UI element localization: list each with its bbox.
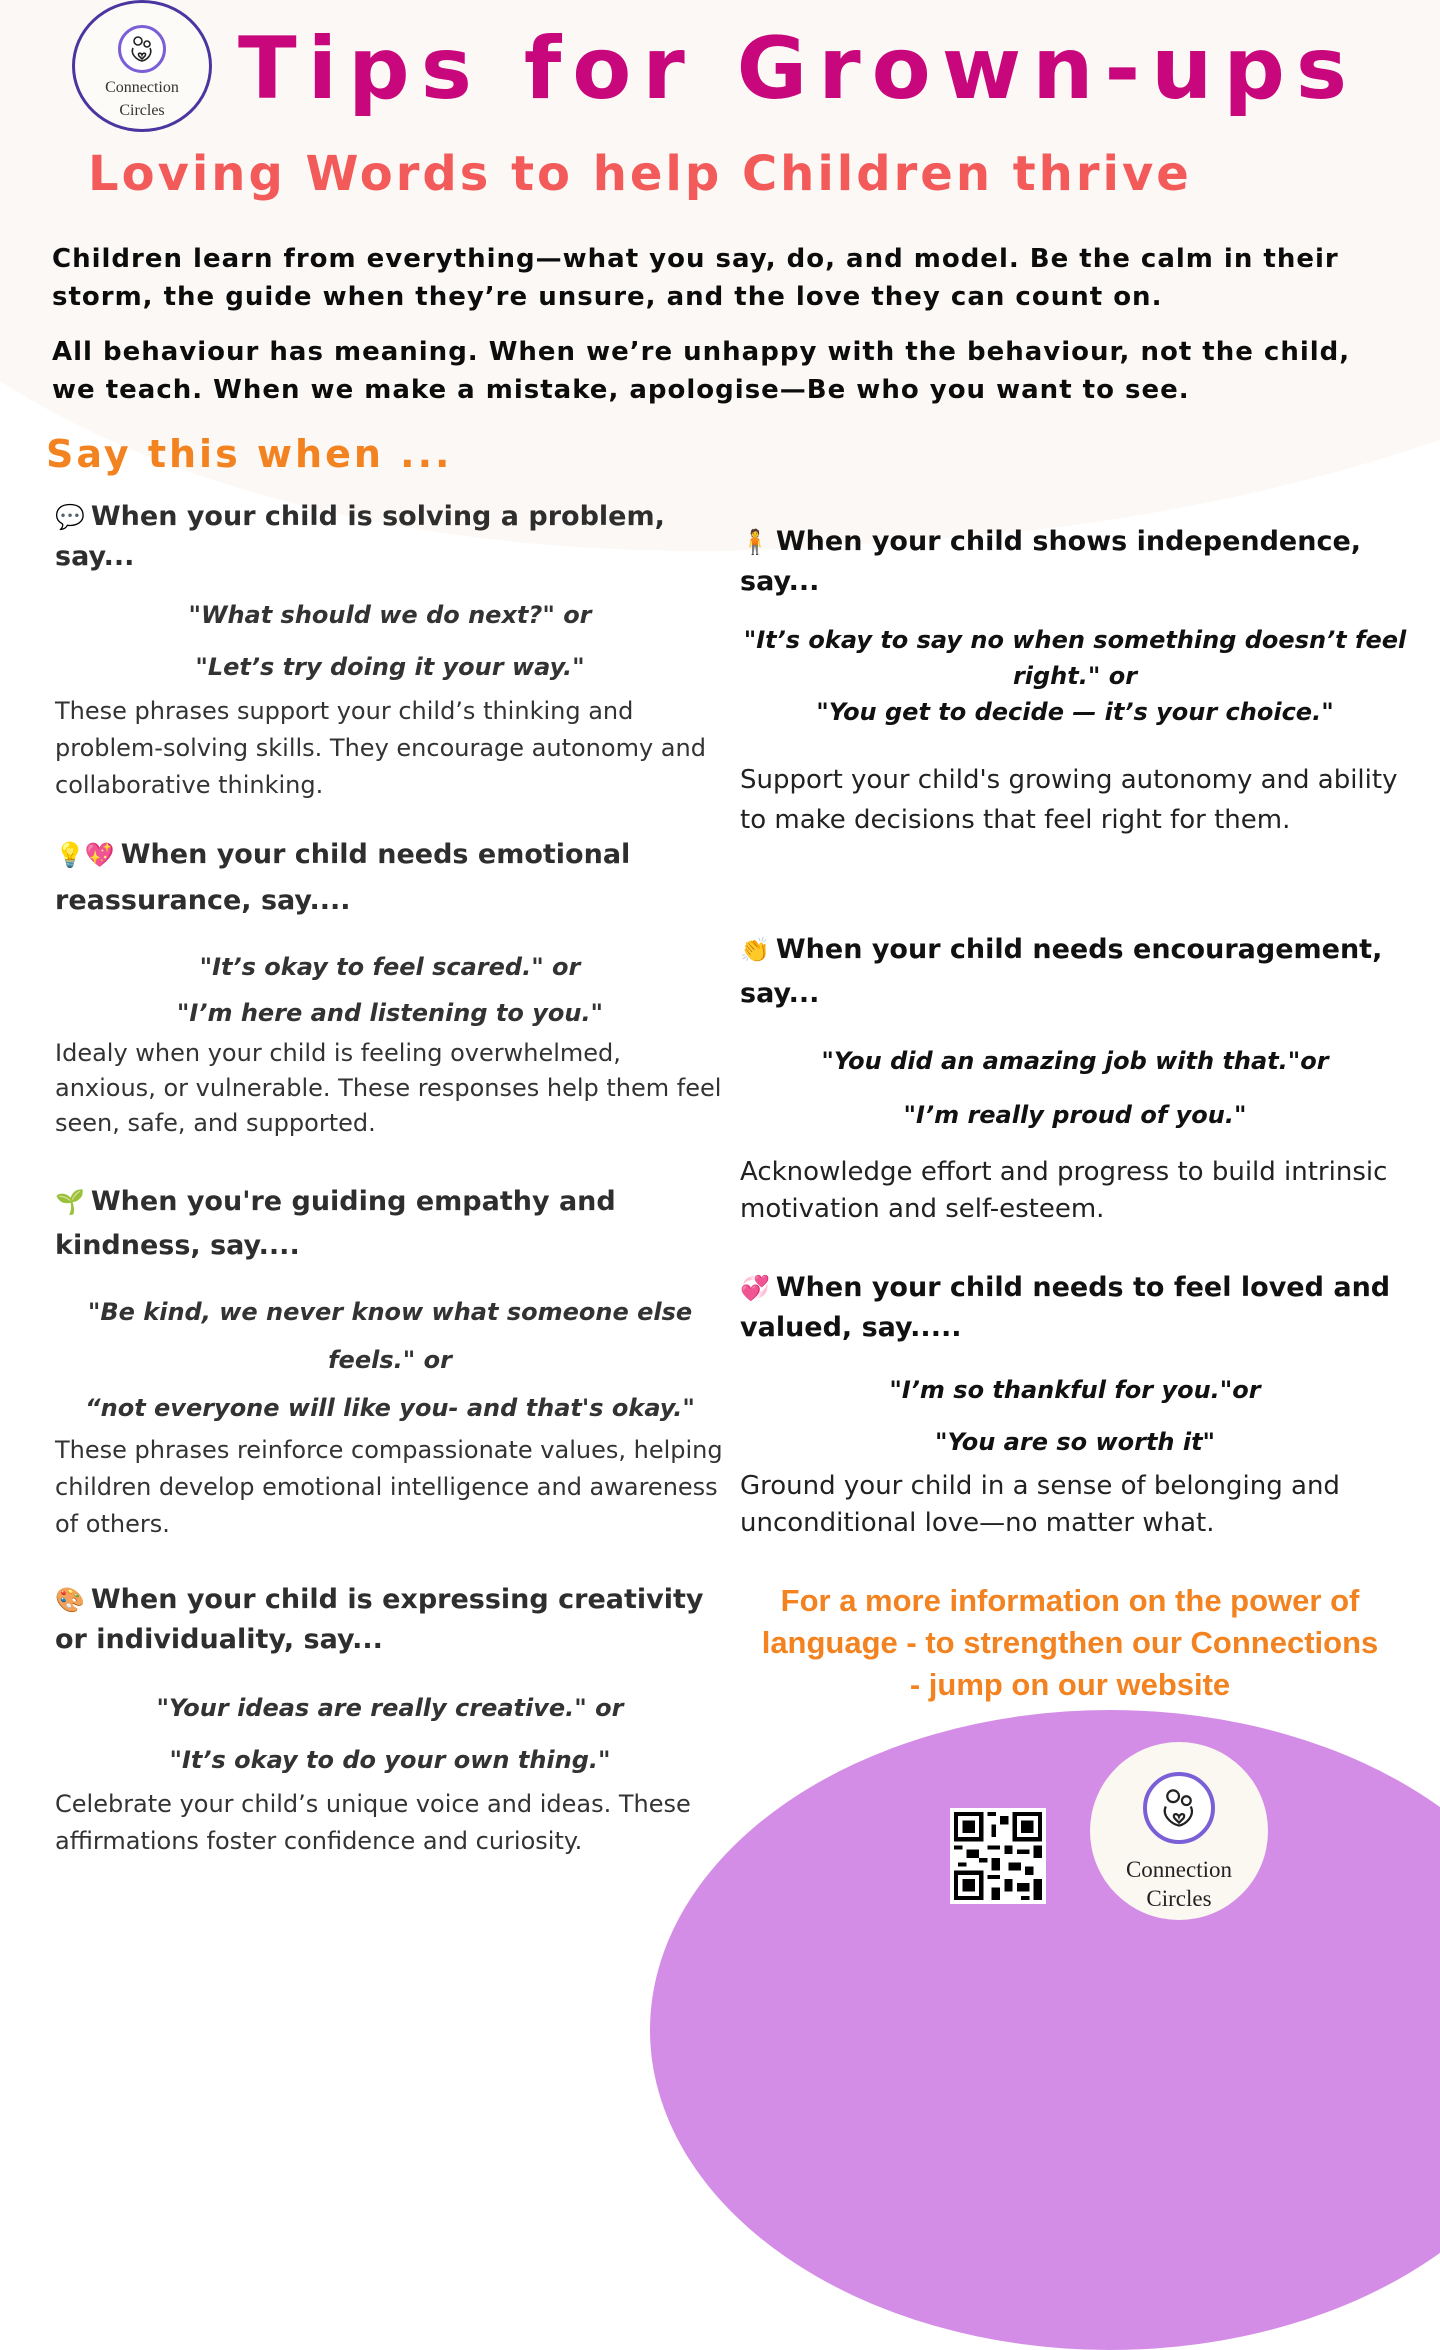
speech-bubble-icon: 💬 <box>55 503 85 531</box>
logo-text: Circles <box>119 102 165 119</box>
tip-heading: When your child needs encouragement, say... <box>740 934 1383 1009</box>
tip-heading: When your child needs emotional reassurance, say.... <box>55 839 631 916</box>
tip-quote: "What should we do next?" or <box>188 601 592 629</box>
page-subtitle: Loving Words to help Children thrive <box>88 146 1192 202</box>
intro-paragraph: Children learn from everything—what you say, do, and model. Be the calm in their storm, the guide when they’re unsure, and the love they can count on. <box>52 244 1339 312</box>
tip-problem-solving <box>55 497 725 804</box>
revolving-hearts-icon: 💞 <box>740 1274 770 1302</box>
tip-quote: "Your ideas are really creative." or <box>156 1694 624 1722</box>
logo-text: Connection <box>105 79 179 96</box>
tip-heading: When your child is solving a problem, say... <box>55 501 665 572</box>
tip-independence <box>740 522 1410 840</box>
tip-quote: "Let’s try doing it your way." <box>195 653 585 681</box>
tip-quote: "You did an amazing job with that."or <box>821 1047 1329 1075</box>
website-cta[interactable]: For a more information on the power of language - to strengthen our Connections - jump on our website <box>761 1583 1379 1702</box>
tip-emotional-reassurance <box>55 832 725 1141</box>
tip-description: Support your child's growing autonomy and ability to make decisions that feel right for them. <box>740 765 1398 835</box>
palette-icon: 🎨 <box>55 1586 85 1614</box>
section-heading: Say this when ... <box>46 432 453 476</box>
tip-quote: "I’m so thankful for you."or <box>889 1376 1261 1404</box>
logo-text: Connection <box>1125 1857 1233 1882</box>
clapping-hands-icon: 👏 <box>740 936 770 964</box>
tip-creativity <box>55 1580 725 1860</box>
tip-heading: When your child needs to feel loved and valued, say..... <box>740 1272 1391 1343</box>
tip-quote: "You are so worth it" <box>934 1428 1216 1456</box>
seedling-icon: 🌱 <box>55 1188 85 1216</box>
tip-description: Celebrate your child’s unique voice and ideas. These affirmations foster confidence and curiosity. <box>55 1790 691 1855</box>
tip-description: Idealy when your child is feeling overwhelmed, anxious, or vulnerable. These responses help them feel seen, safe, and supported. <box>55 1039 722 1137</box>
family-heart-icon <box>1143 1772 1215 1844</box>
tip-description: Ground your child in a sense of belonging and unconditional love—no matter what. <box>740 1471 1340 1538</box>
tip-description: Acknowledge effort and progress to build intrinsic motivation and self-esteem. <box>740 1157 1388 1224</box>
tip-heading: When your child is expressing creativity or individuality, say... <box>55 1584 704 1655</box>
tip-quote: “not everyone will like you- and that's okay." <box>85 1394 695 1422</box>
tip-quote: "You get to decide — it’s your choice." <box>816 698 1334 726</box>
family-heart-icon <box>118 25 166 73</box>
logo <box>72 0 212 132</box>
tip-quote: "It’s okay to do your own thing." <box>169 1746 611 1774</box>
tip-quote: "Be kind, we never know what someone else feels." or <box>87 1298 693 1374</box>
tip-quote: "I’m here and listening to you." <box>176 999 604 1027</box>
tip-loved-valued <box>740 1268 1410 1542</box>
tip-quote: "It’s okay to say no when something doesn’t feel right." or <box>743 626 1407 690</box>
tip-description: These phrases reinforce compassionate values, helping children develop emotional intelligence and awareness of others. <box>55 1436 723 1538</box>
page-title: Tips for Grown-ups <box>238 19 1359 119</box>
tip-heading: When your child shows independence, say... <box>740 526 1362 597</box>
standing-person-icon: 🧍 <box>740 528 770 556</box>
tip-encouragement <box>740 928 1410 1228</box>
background-purple-blob <box>650 1710 1440 2350</box>
intro-paragraph: All behaviour has meaning. When we’re unhappy with the behaviour, not the child, we teach. When we make a mistake, apologise—Be who you want to see. <box>52 337 1351 405</box>
tip-description: These phrases support your child’s thinking and problem-solving skills. They encourage autonomy and collaborative thinking. <box>55 697 706 799</box>
tip-heading: When you're guiding empathy and kindness, say.... <box>55 1186 616 1261</box>
tip-quote: "I’m really proud of you." <box>903 1101 1247 1129</box>
logo-text: Circles <box>1146 1886 1212 1911</box>
tip-quote: "It’s okay to feel scared." or <box>199 953 581 981</box>
tip-empathy-kindness <box>55 1180 725 1543</box>
lightbulb-heart-icon: 💡💖 <box>55 841 115 869</box>
footer-logo <box>1090 1742 1268 1920</box>
qr-code[interactable] <box>950 1808 1046 1904</box>
